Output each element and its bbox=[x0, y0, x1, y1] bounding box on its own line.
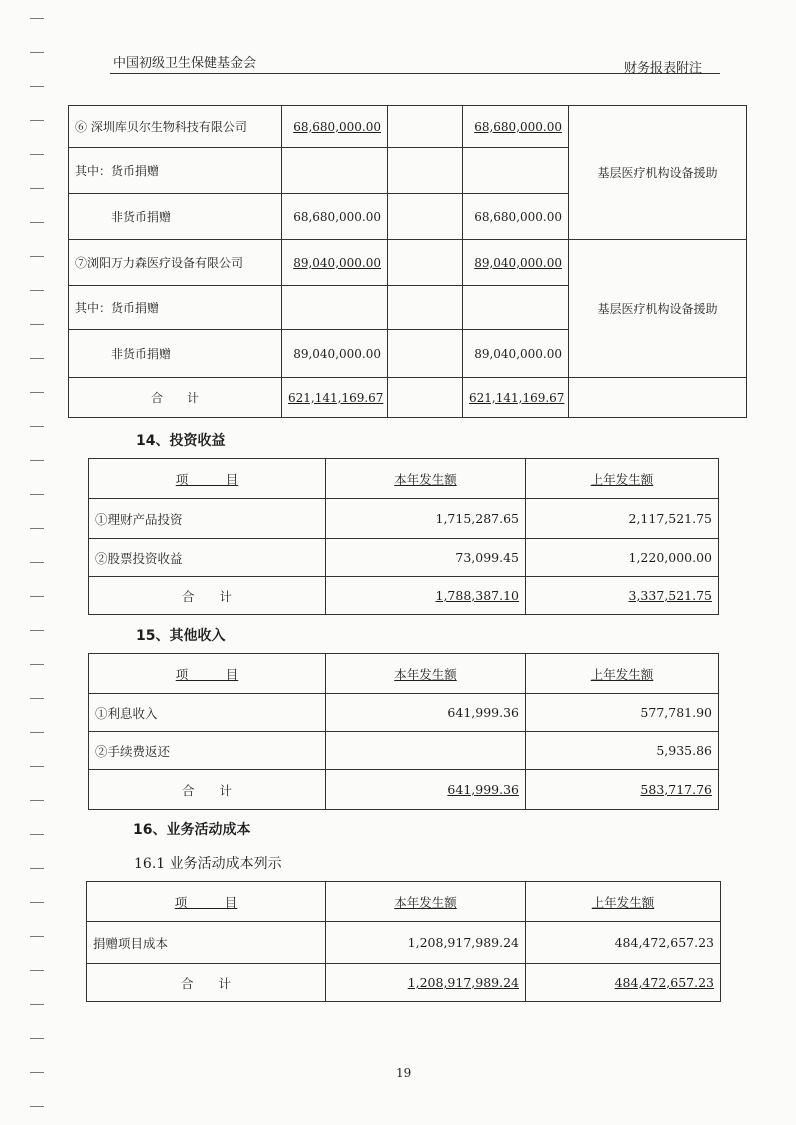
total-label: 合 计 bbox=[89, 577, 326, 615]
row-current: 1,715,287.65 bbox=[326, 499, 526, 539]
total-previous: 621,141,169.67 bbox=[469, 390, 565, 405]
column-header-previous: 上年发生额 bbox=[590, 666, 654, 682]
column-header-item: 项 目 bbox=[175, 471, 239, 487]
row-current: 1,208,917,989.24 bbox=[326, 922, 526, 964]
table-row bbox=[89, 694, 719, 732]
row-label: ①理财产品投资 bbox=[89, 499, 326, 539]
noncash-donation-label: 非货币捐赠 bbox=[69, 194, 282, 240]
total-label: 合 计 bbox=[89, 770, 326, 810]
row-label: ②股票投资收益 bbox=[89, 539, 326, 577]
row-previous: 5,935.86 bbox=[526, 732, 719, 770]
column-header-current: 本年发生额 bbox=[394, 666, 457, 682]
total-previous: 484,472,657.23 bbox=[614, 975, 714, 990]
total-label: 合 计 bbox=[69, 378, 282, 418]
row-previous: 484,472,657.23 bbox=[526, 922, 721, 964]
donation-purpose: 基层医疗机构设备援助 bbox=[569, 106, 747, 240]
other-income-table bbox=[88, 653, 719, 810]
row-label: 捐赠项目成本 bbox=[87, 922, 326, 964]
row-current: 73,099.45 bbox=[326, 539, 526, 577]
table-row bbox=[87, 922, 721, 964]
page-number: 19 bbox=[396, 1066, 412, 1080]
cash-donation-label: 其中：货币捐赠 bbox=[69, 148, 282, 194]
row-label: ①利息收入 bbox=[89, 694, 326, 732]
donor-amount-previous: 89,040,000.00 bbox=[474, 255, 562, 270]
row-previous: 1,220,000.00 bbox=[526, 539, 719, 577]
noncash-donation-label: 非货币捐赠 bbox=[69, 330, 282, 378]
total-label: 合 计 bbox=[87, 964, 326, 1002]
noncash-amount-current: 89,040,000.00 bbox=[282, 330, 388, 378]
activity-cost-table bbox=[86, 881, 721, 1002]
row-previous: 577,781.90 bbox=[526, 694, 719, 732]
noncash-amount-current: 68,680,000.00 bbox=[282, 194, 388, 240]
donation-purpose: 基层医疗机构设备援助 bbox=[569, 240, 747, 378]
column-header-previous: 上年发生额 bbox=[591, 894, 655, 910]
section-title-investment: 14、投资收益 bbox=[136, 433, 226, 449]
donor-name: ⑦浏阳万力森医疗设备有限公司 bbox=[69, 240, 282, 286]
investment-table bbox=[88, 458, 719, 615]
donor-amount-previous: 68,680,000.00 bbox=[474, 119, 562, 134]
header-doc-title: 财务报表附注 bbox=[624, 61, 703, 76]
donor-name: ⑥ 深圳库贝尔生物科技有限公司 bbox=[69, 106, 282, 148]
column-header-item: 项 目 bbox=[174, 894, 238, 910]
total-current: 1,208,917,989.24 bbox=[407, 975, 519, 990]
row-label: ②手续费返还 bbox=[89, 732, 326, 770]
noncash-amount-previous: 89,040,000.00 bbox=[463, 330, 569, 378]
total-previous: 583,717.76 bbox=[640, 782, 712, 797]
row-current: 641,999.36 bbox=[326, 694, 526, 732]
binding-margin-marks bbox=[30, 0, 46, 1125]
table-row bbox=[89, 732, 719, 770]
total-previous: 3,337,521.75 bbox=[628, 588, 712, 603]
section-title-activity-cost: 16、业务活动成本 bbox=[133, 822, 251, 838]
header-org: 中国初级卫生保健基金会 bbox=[113, 56, 257, 71]
noncash-amount-previous: 68,680,000.00 bbox=[463, 194, 569, 240]
table-row bbox=[89, 499, 719, 539]
total-current: 641,999.36 bbox=[447, 782, 519, 797]
total-current: 621,141,169.67 bbox=[288, 390, 384, 405]
donor-amount-current: 68,680,000.00 bbox=[293, 119, 381, 134]
donor-amount-current: 89,040,000.00 bbox=[293, 255, 381, 270]
donation-table bbox=[68, 105, 747, 418]
row-previous: 2,117,521.75 bbox=[526, 499, 719, 539]
section-title-other-income: 15、其他收入 bbox=[136, 628, 226, 644]
row-current bbox=[326, 732, 526, 770]
column-header-current: 本年发生额 bbox=[394, 471, 457, 487]
column-header-current: 本年发生额 bbox=[394, 894, 457, 910]
cash-donation-label: 其中：货币捐赠 bbox=[69, 286, 282, 330]
column-header-item: 项 目 bbox=[175, 666, 239, 682]
header-rule bbox=[110, 73, 720, 74]
column-header-previous: 上年发生额 bbox=[590, 471, 654, 487]
subsection-title: 16.1 业务活动成本列示 bbox=[134, 856, 282, 872]
total-current: 1,788,387.10 bbox=[435, 588, 519, 603]
table-row bbox=[89, 539, 719, 577]
